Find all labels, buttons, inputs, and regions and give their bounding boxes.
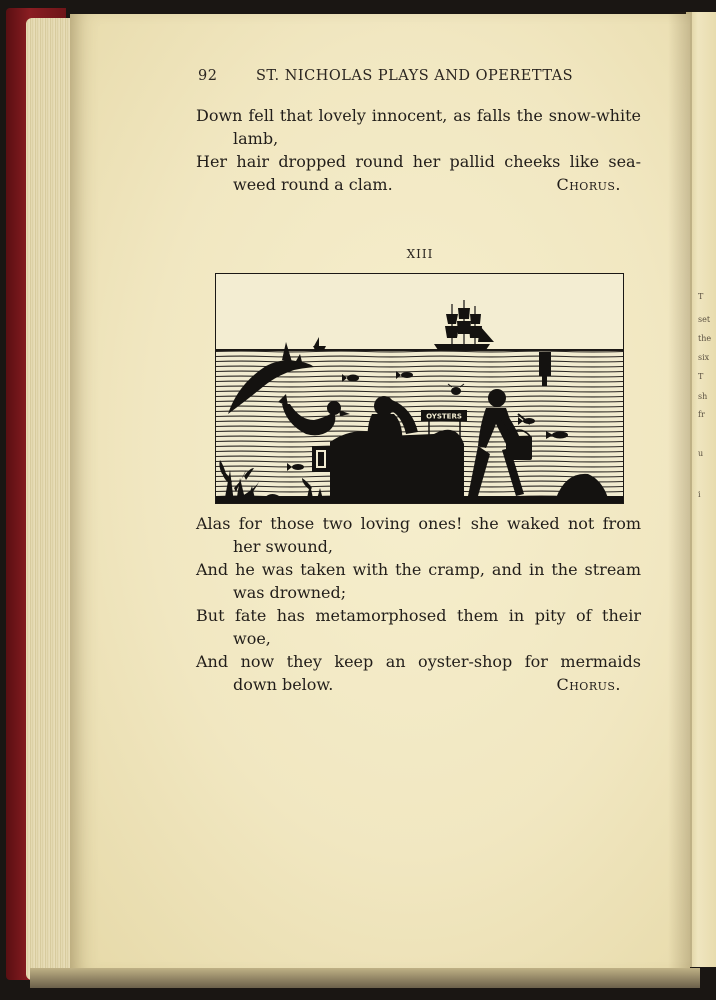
verse-line: And he was taken with the cramp, and in the stream [196,560,641,579]
stanza-bottom [196,512,641,696]
verse-line: Her hair dropped round her pallid cheeks like sea- [196,152,641,171]
verse-line: was drowned; [233,583,347,602]
facing-page-fragment: six [698,353,710,362]
facing-page-fragment: the [698,334,712,343]
stanza-top [196,104,641,196]
oysters-sign-text: OYSTERS [426,412,462,421]
page-bottom-shadow [30,968,700,988]
verse-line: Alas for those two loving ones! she waked not from [196,514,641,533]
facing-page-fragment: fr [698,410,705,419]
section-numeral: XIII [406,247,434,261]
verse-line: But fate has metamorphosed them in pity of their [196,606,641,625]
silhouette-illustration [215,273,624,504]
gutter-shadow [668,12,692,970]
facing-page-fragment: sh [698,392,708,401]
verse-line: her swound, [233,537,333,556]
chorus-label: Chorus. [556,175,621,194]
verse-line: weed round a clam. Chorus. [233,175,621,194]
verse-line: lamb, [233,129,279,148]
facing-page-fragment: i [698,490,701,499]
running-title: ST. NICHOLAS PLAYS AND OPERETTAS [256,68,574,84]
sky [216,274,623,350]
verse-line: Down fell that lovely innocent, as falls the snow-white [196,106,641,125]
facing-page-fragment: u [698,449,704,458]
chorus-label: Chorus. [556,675,621,694]
verse-line: woe, [233,629,271,648]
facing-page-fragment: T [698,372,704,381]
verse-line: down below. Chorus. [233,675,621,694]
verse-line: And now they keep an oyster-shop for mermaids [196,652,641,671]
facing-page-fragment: set [698,315,711,324]
facing-page-fragment: T [698,292,704,301]
page-number: 92 [198,68,218,84]
